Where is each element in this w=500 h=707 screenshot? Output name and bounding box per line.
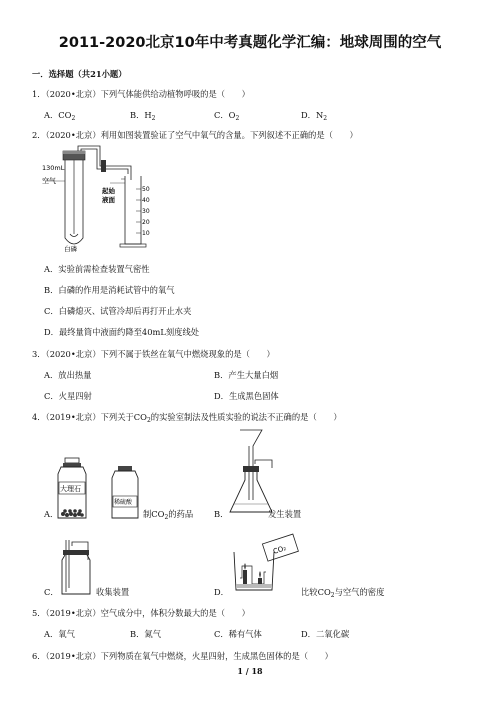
q4-option-d-text: 比较$CO_2$与空气的密度 <box>301 587 385 599</box>
fig-air-label: 空气 <box>42 177 56 185</box>
fig-tick-20: 20 <box>142 219 150 226</box>
fig-phosphorus-label: 白磷 <box>64 245 77 253</box>
fig-tick-10: 10 <box>142 230 150 237</box>
q2-option-a[interactable]: A．实验前需检查装置气密性 <box>44 264 150 274</box>
q4-c-collection-figure <box>58 540 98 596</box>
page-title: 2011-2020北京10年中考真题化学汇编：地球周围的空气 <box>58 35 442 51</box>
q3-option-c[interactable]: C．火星四射 <box>44 391 92 401</box>
q3-option-a[interactable]: A．放出热量 <box>44 370 92 380</box>
q4-option-c-label[interactable]: C． <box>44 587 59 597</box>
q4-option-b-label[interactable]: B． <box>214 509 229 519</box>
q3-option-d[interactable]: D．生成黑色固体 <box>214 391 279 401</box>
q1-stem: 1．（2020•北京）下列气体能供给动植物呼吸的是（ ） <box>32 89 250 99</box>
q2-option-d[interactable]: D．最终量筒中液面约降至40mL刻度线处 <box>44 327 200 337</box>
q2-option-c[interactable]: C．白磷熄灭、试管冷却后再打开止水夹 <box>44 306 192 316</box>
q4-stem: 4．（2019•北京）下列关于$CO_2$的实验室制法及性质实验的说法不正确的是（ ） <box>32 412 342 424</box>
q1-option-d[interactable]: D．$N_2$ <box>301 110 328 122</box>
bottle-acid-label: 稀硫酸 <box>114 499 133 506</box>
fig-tick-40: 40 <box>142 197 150 204</box>
q4-option-d-label[interactable]: D． <box>214 587 229 597</box>
q4-option-b-text: 发生装置 <box>268 509 302 519</box>
q3-option-b[interactable]: B．产生大量白烟 <box>214 370 279 380</box>
q1-option-a[interactable]: A．$CO_2$ <box>44 110 76 122</box>
fig-volume-label: 130mL <box>42 164 65 172</box>
q5-option-b[interactable]: B．氮气 <box>130 629 161 639</box>
page-number: 1 / 18 <box>237 666 263 676</box>
section-heading: 一．选择题（共21小题） <box>32 69 127 79</box>
q6-stem: 6．（2019•北京）下列物质在氧气中燃烧，火星四射，生成黑色固体的是（ ） <box>32 651 333 661</box>
q2-stem: 2．（2020•北京）利用如图装置验证了空气中氧气的含量。下列叙述不正确的是（ ） <box>32 130 358 140</box>
q4-option-a-label[interactable]: A． <box>44 509 59 519</box>
q5-stem: 5．（2019•北京）空气成分中，体积分数最大的是（ ） <box>32 608 250 618</box>
beaker-co2-label: CO₂ <box>272 544 288 556</box>
fig-start-label-1: 起始 <box>102 187 115 195</box>
q5-option-c[interactable]: C．稀有气体 <box>214 629 262 639</box>
fig-tick-50: 50 <box>142 186 150 193</box>
q2-apparatus-figure <box>38 146 168 254</box>
q4-option-a-text: 制$CO_2$的药品 <box>143 509 194 521</box>
q5-option-d[interactable]: D．二氧化碳 <box>301 629 350 639</box>
q2-option-b[interactable]: B．白磷的作用是消耗试管中的氧气 <box>44 285 175 295</box>
q4-d-beaker-figure <box>228 528 300 596</box>
q1-option-b[interactable]: B．$H_2$ <box>130 110 156 122</box>
bottle-marble-label: 大理石 <box>60 485 81 493</box>
q3-stem: 3．（2020•北京）下列不属于铁丝在氧气中燃烧现象的是（ ） <box>32 349 275 359</box>
q5-option-a[interactable]: A．氧气 <box>44 629 75 639</box>
fig-tick-30: 30 <box>142 208 150 215</box>
q4-a-bottles-figure <box>54 458 150 522</box>
q4-option-c-text: 收集装置 <box>96 587 130 597</box>
q1-option-c[interactable]: C．$O_2$ <box>214 110 240 122</box>
fig-start-label-2: 液面 <box>102 196 115 204</box>
